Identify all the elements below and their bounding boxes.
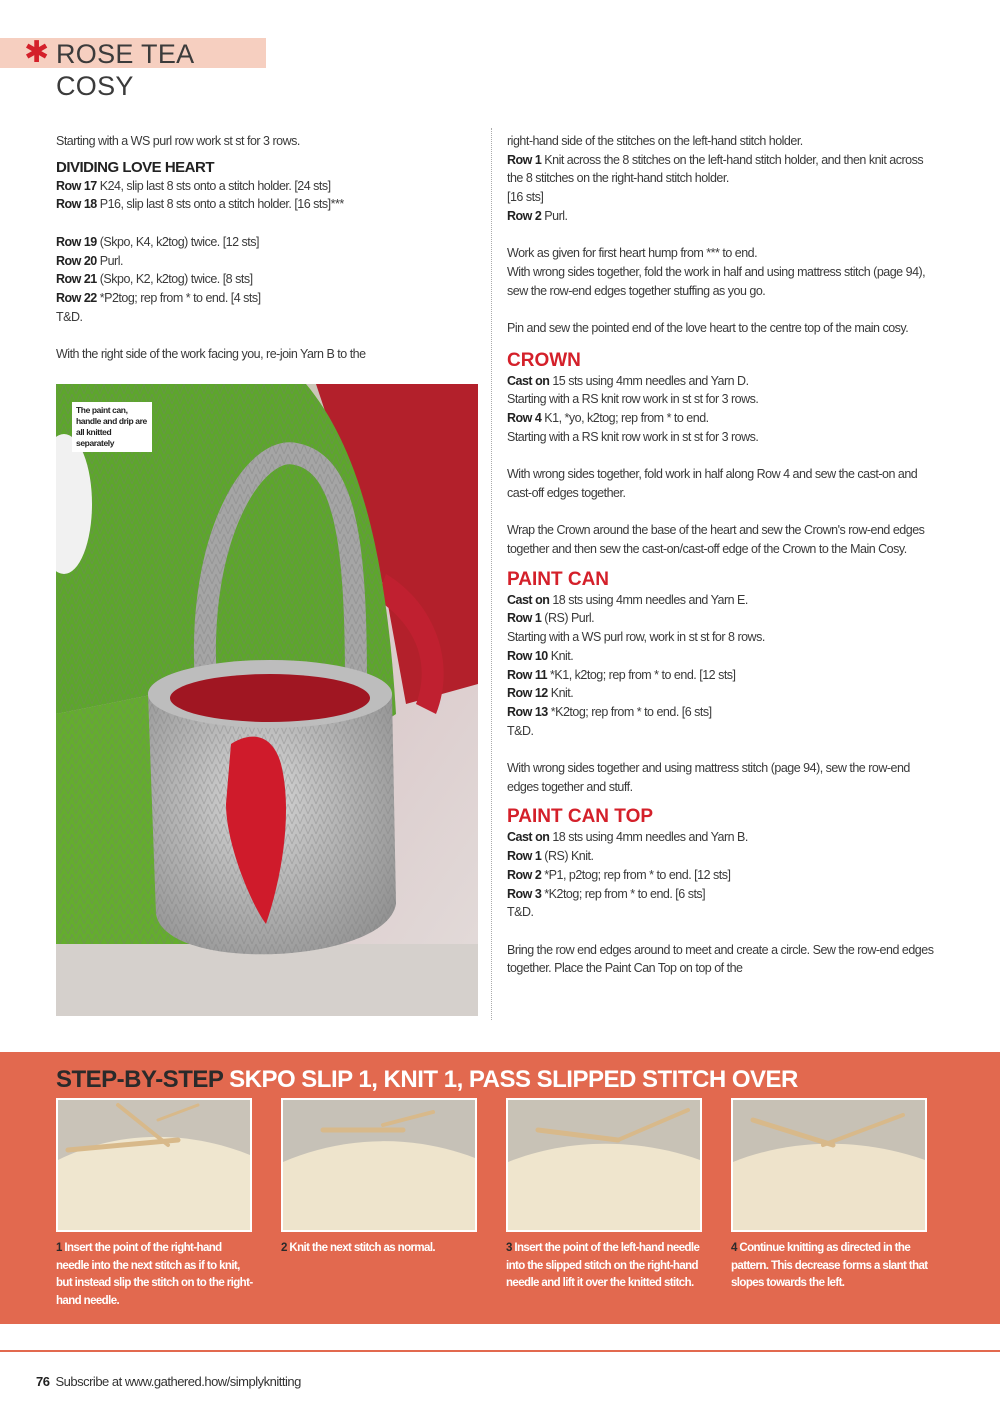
paint-can-row-11: Row 11 *K1, k2tog; rep from * to end. [12 sts] — [507, 667, 736, 682]
left-column — [56, 132, 476, 364]
step-3-caption: 3 Insert the point of the left-hand needle into the slipped stitch on the right-hand needle and lift it over the knitted stitch. — [506, 1242, 700, 1289]
paint-can-top-td: T&D. — [507, 905, 534, 920]
row-2: Row 2 Purl. — [507, 208, 568, 223]
work-given-text: Work as given for first heart hump from *** to end. — [507, 246, 758, 261]
crown-fold: With wrong sides together, fold work in half along Row 4 and sew the cast-on and cast-off edges together. — [507, 467, 918, 500]
continuation-text: right-hand side of the stitches on the left-hand stitch holder. — [507, 134, 803, 148]
dividing-heading: DIVIDING LOVE HEART — [56, 158, 215, 176]
row-17: Row 17 K24, slip last 8 sts onto a stitch holder. [24 sts] — [56, 178, 331, 193]
row-20: Row 20 Purl. — [56, 253, 123, 268]
paint-can-top-row-3: Row 3 *K2tog; rep from * to end. [6 sts] — [507, 886, 706, 901]
paint-can-heading: PAINT CAN — [507, 568, 610, 590]
paint-can-top-row-1: Row 1 (RS) Knit. — [507, 849, 594, 864]
row-22: Row 22 *P2tog; rep from * to end. [4 sts] — [56, 290, 261, 305]
paint-can-start: Starting with a WS purl row, work in st st for 8 rows. — [507, 630, 765, 645]
paint-can-illustration — [56, 384, 478, 1016]
crown-cast-on: Cast on 15 sts using 4mm needles and Yarn D. — [507, 373, 749, 388]
subscribe-link[interactable]: Subscribe at www.gathered.how/simplyknitting — [55, 1374, 301, 1389]
row-1: Row 1 Knit across the 8 stitches on the left-hand stitch holder, and then knit across the 8 stitches on the right-hand stitch holder. — [507, 152, 924, 186]
paint-can-top-bring: Bring the row end edges around to meet and create a circle. Sew the row-end edges together. Place the Paint Can Top on top of the — [507, 942, 934, 976]
step-4-photo — [731, 1098, 927, 1232]
rejoin-text: With the right side of the work facing you, re-join Yarn B to the — [56, 347, 366, 361]
knitting-needles-icon — [733, 1100, 925, 1230]
right-column — [507, 132, 935, 978]
footer-rule — [0, 1350, 1000, 1352]
step-2-caption: 2 Knit the next stitch as normal. — [281, 1242, 436, 1254]
column-divider — [491, 128, 492, 1020]
row-19: Row 19 (Skpo, K4, k2tog) twice. [12 sts] — [56, 234, 260, 249]
crown-start-1: Starting with a RS knit row work in st st for 3 rows. — [507, 392, 759, 407]
paint-can-top-cast-on: Cast on 18 sts using 4mm needles and Yarn B. — [507, 830, 748, 845]
paint-can-row-13: Row 13 *K2tog; rep from * to end. [6 sts] — [507, 704, 712, 719]
step-by-step-title: STEP-BY-STEP SKPO SLIP 1, KNIT 1, PASS SLIPPED STITCH OVER — [56, 1066, 798, 1093]
step-1-caption: 1 Insert the point of the right-hand needle into the next stitch as if to knit, but instead slip the stitch on to the right-hand needle. — [56, 1242, 253, 1307]
crown-heading: CROWN — [507, 349, 581, 371]
pin-sew-text: Pin and sew the pointed end of the love heart to the centre top of the main cosy. — [507, 321, 909, 335]
paint-can-row-1: Row 1 (RS) Purl. — [507, 611, 595, 626]
header-band — [0, 36, 266, 101]
wrong-sides-text: With wrong sides together, fold the work in half and using mattress stitch (page 94), sew the row-end edges together stuffing as you go. — [507, 264, 926, 298]
page-number: 76 — [36, 1374, 50, 1389]
sts-16: [16 sts] — [507, 190, 544, 205]
paint-can-row-12: Row 12 Knit. — [507, 686, 574, 701]
paint-can-top-row-2: Row 2 *P1, p2tog; rep from * to end. [12 sts] — [507, 867, 731, 882]
paint-can-sew: With wrong sides together and using mattress stitch (page 94), sew the row-end edges together and stuff. — [507, 761, 910, 794]
paint-can-top-heading: PAINT CAN TOP — [507, 806, 654, 828]
step-by-step-panel — [0, 1052, 1000, 1324]
photo-caption: The paint can, handle and drip are all knitted separately — [72, 402, 152, 452]
knitting-needles-icon — [283, 1100, 475, 1230]
row-21: Row 21 (Skpo, K2, k2tog) twice. [8 sts] — [56, 272, 253, 287]
step-2-photo — [281, 1098, 477, 1232]
footer — [36, 1374, 301, 1389]
crown-wrap: Wrap the Crown around the base of the heart and sew the Crown's row-end edges together and then sew the cast-on/cast-off edge of the Crown to the Main Cosy. — [507, 523, 925, 556]
crown-start-2: Starting with a RS knit row work in st st for 3 rows. — [507, 429, 759, 444]
row-18: Row 18 P16, slip last 8 sts onto a stitch holder. [16 sts]*** — [56, 197, 344, 212]
paint-can-photo — [56, 384, 478, 1016]
step-1-photo — [56, 1098, 252, 1232]
intro-text: Starting with a WS purl row work st st for 3 rows. — [56, 134, 300, 148]
step-4-caption: 4 Continue knitting as directed in the pattern. This decrease forms a slant that slopes towards the left. — [731, 1242, 928, 1289]
step-3-photo — [506, 1098, 702, 1232]
paint-can-td: T&D. — [507, 723, 534, 738]
paint-can-cast-on: Cast on 18 sts using 4mm needles and Yarn E. — [507, 592, 748, 607]
page-title: ROSE TEA COSY — [56, 39, 193, 101]
td-text: T&D. — [56, 309, 83, 324]
knitting-needles-icon — [508, 1100, 700, 1230]
crown-row-4: Row 4 K1, *yo, k2tog; rep from * to end. — [507, 411, 709, 426]
asterisk-icon: ✱ — [24, 36, 50, 69]
knitting-needles-icon — [58, 1100, 250, 1230]
paint-can-row-10: Row 10 Knit. — [507, 648, 574, 663]
